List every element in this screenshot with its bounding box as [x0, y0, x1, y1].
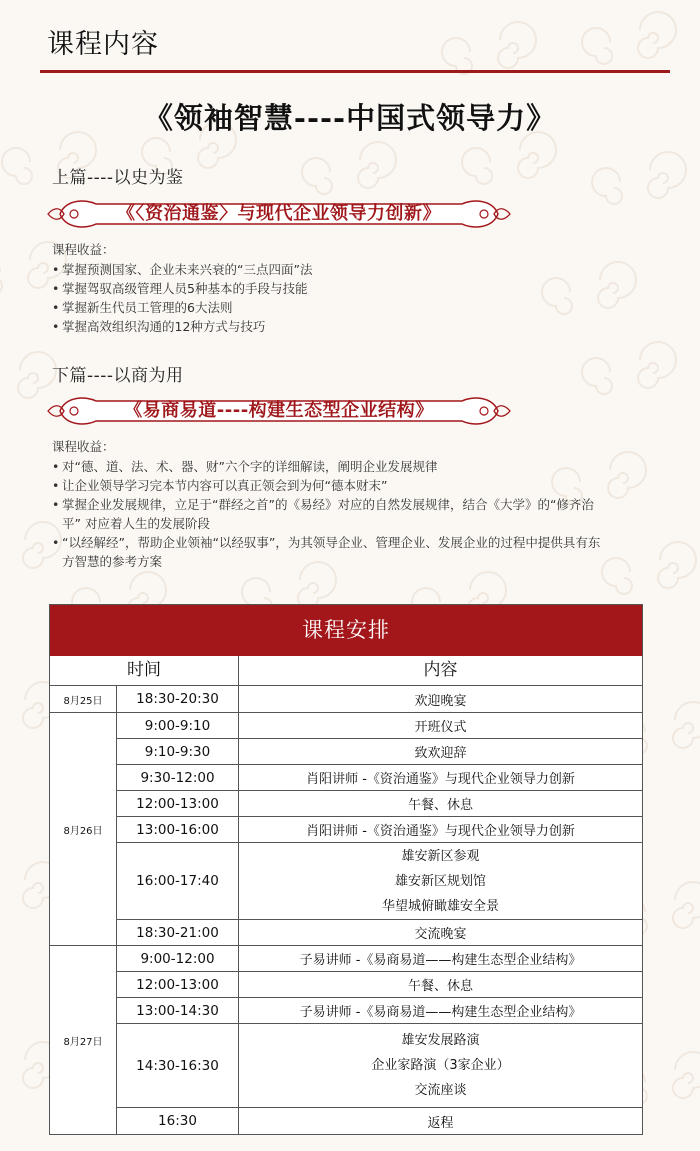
time-cell: 9:00-12:00	[140, 950, 215, 967]
part1-title: 上篇----以史为鉴	[52, 168, 184, 188]
content-cell: 午餐、休息	[407, 798, 473, 813]
content-line: 雄安新区参观	[401, 848, 480, 864]
content-line: 雄安新区规划馆	[394, 873, 486, 889]
date-cell: 8月26日	[63, 825, 103, 837]
content-cell: 肖阳讲师 -《资治通鉴》与现代企业领导力创新	[306, 772, 575, 787]
part1-banner-text: 《〈资治通鉴〉与现代企业领导力创新》	[117, 203, 441, 224]
part2-banner-text: 《易商易道----构建生态型企业结构》	[124, 400, 434, 421]
content-line: 雄安发展路演	[401, 1033, 480, 1048]
content-cell: 交流晚宴	[414, 927, 467, 942]
part2-banner	[46, 392, 512, 430]
date-cell: 8月27日	[63, 1036, 103, 1048]
list-item: • 掌握驾驭高级管理人员5种基本的手段与技能	[52, 279, 612, 298]
section-title: 课程内容	[47, 29, 159, 60]
time-cell: 12:00-13:00	[136, 795, 219, 812]
list-item: • 掌握高效组织沟通的12种方式与技巧	[52, 317, 612, 336]
part1-banner	[46, 195, 512, 233]
list-item: • 掌握企业发展规律，立足于“群经之首”的《易经》对应的自然发展规律，结合《大学》的“修齐治平” 对应着人生的发展阶段	[52, 495, 612, 533]
list-item: • 让企业领导学习完本节内容可以真正领会到为何“德本财末”	[52, 476, 612, 495]
schedule-table	[49, 604, 643, 1135]
part1-benefits	[52, 240, 612, 336]
time-cell: 9:30-12:00	[140, 769, 215, 786]
content-line: 企业家路演（3家企业）	[371, 1058, 510, 1073]
part2-benefits	[52, 437, 612, 571]
content-cell: 肖阳讲师 -《资治通鉴》与现代企业领导力创新	[306, 824, 575, 839]
time-cell: 9:10-9:30	[144, 743, 211, 760]
benefits-label: 课程收益：	[52, 242, 115, 257]
list-item: • “以经解经”，帮助企业领袖“以经驭事”，为其领导企业、管理企业、发展企业的过程中提供具有东方智慧的参考方案	[52, 533, 612, 571]
schedule-title: 课程安排	[50, 605, 642, 656]
time-cell: 16:30	[158, 1113, 197, 1129]
time-cell: 18:30-20:30	[136, 691, 219, 707]
time-cell: 12:00-13:00	[136, 976, 219, 993]
content-cell: 子易讲师 -《易商易道——构建生态型企业结构》	[299, 1005, 582, 1020]
time-cell: 16:00-17:40	[136, 873, 219, 889]
content-cell	[239, 843, 642, 919]
time-cell: 18:30-21:00	[136, 924, 219, 941]
content-cell: 致欢迎辞	[414, 746, 467, 761]
list-item: • 掌握新生代员工管理的6大法则	[52, 298, 612, 317]
column-header-time: 时间	[127, 660, 161, 680]
column-header-content: 内容	[423, 660, 458, 680]
time-cell: 14:30-16:30	[136, 1057, 219, 1074]
content-cell: 返程	[427, 1115, 454, 1131]
date-cell: 8月25日	[63, 695, 103, 707]
content-cell: 欢迎晚宴	[414, 693, 467, 709]
content-line: 华望城俯瞰雄安全景	[381, 898, 499, 914]
time-cell: 9:00-9:10	[144, 717, 211, 734]
course-main-title: 《领袖智慧----中国式领导力》	[143, 101, 557, 135]
list-item: • 对“德、道、法、术、器、财”六个字的详细解读，阐明企业发展规律	[52, 457, 612, 476]
content-cell: 子易讲师 -《易商易道——构建生态型企业结构》	[299, 953, 582, 968]
time-cell: 13:00-14:30	[136, 1002, 219, 1019]
content-cell	[239, 1024, 642, 1107]
list-item: • 掌握预测国家、企业未来兴衰的“三点四面”法	[52, 260, 612, 279]
content-cell: 午餐、休息	[407, 979, 473, 994]
header-divider	[40, 70, 670, 73]
benefits-label: 课程收益：	[52, 439, 115, 454]
time-cell: 13:00-16:00	[136, 821, 219, 838]
part2-title: 下篇----以商为用	[52, 366, 184, 386]
content-cell: 开班仪式	[414, 720, 467, 735]
content-line: 交流座谈	[414, 1083, 467, 1098]
